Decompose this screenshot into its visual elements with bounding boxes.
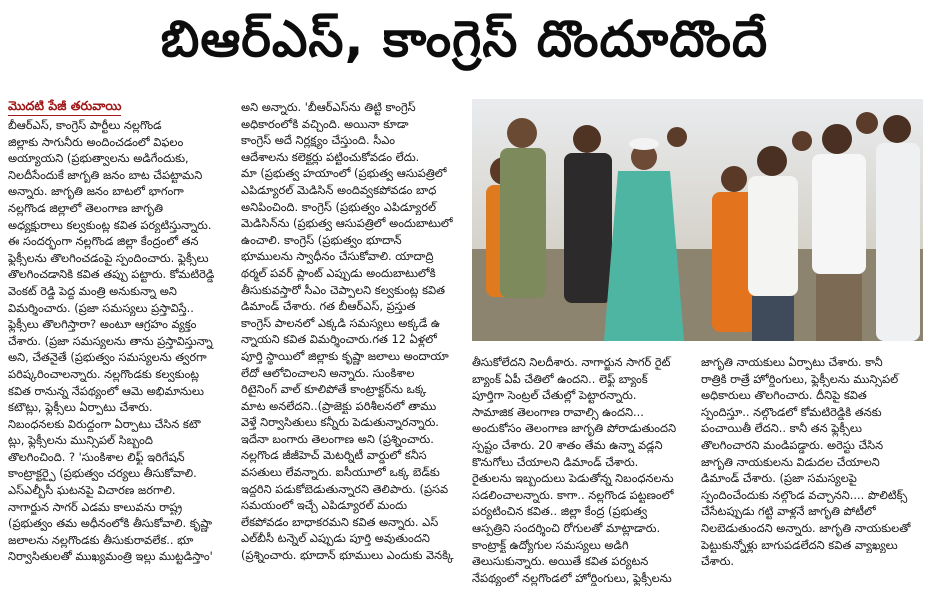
article-line: బ్యాంక్ ఏపీ చేతిలో ఉందని.. లెఫ్ట్ బ్యాంక్ [472, 371, 648, 386]
article-line: అయ్యాయని (ప్రభుత్వాలను అడిగేందుకు, [8, 151, 189, 166]
article-line: కొనుగోలు చేయాలని డిమాండ్ చేశారు. [472, 454, 639, 469]
article-line: పెట్టుకున్నోళ్లు బాగుపడలేదని కవిత వ్యాఖ్యలు [701, 537, 898, 552]
article-line: వసతులు లేవన్నారు. ఐసీయూలో ఒక్క బెడ్‌కు [241, 465, 440, 480]
article-line: (ప్రశ్నించారు. భూదాన్ భూములు ఎందుకు వెనక్కి [241, 548, 454, 563]
article-line: పూర్తి స్థాయిలో జిల్లాకు కృష్ణా జలాలు అందాయా [241, 348, 449, 363]
article-line: డిమాండ్ చేశారు. (ప్రజా సమస్యలపై [701, 471, 857, 486]
article-line: థర్మల్ పవర్ ప్లాంట్ ఎప్పుడు అందుబాటులోకి [241, 265, 436, 280]
article-line: స్పందించేందుకు నల్గొండ వచ్చానని.... పొలిటిక్స్ [701, 487, 908, 502]
headline: బిఆర్‌ఎస్, కాంగ్రెస్ దొందూదొందే [160, 10, 769, 68]
article-line: విమర్శించారు. (ప్రజా సమస్యలు ప్రస్తావిస్తే.. [8, 300, 194, 315]
article-line: ఈ సందర్భంగా నల్లగొండ జిల్లా కేంద్రంలో తన [8, 234, 199, 249]
article-line: మెడిసిన్‌ను (ప్రభుత్వ ఆసుపత్రిలో అందుబాటులో [241, 216, 453, 231]
article-line: ఇదేనా బంగారు తెలంగాణ అని (ప్రశ్నించారు. [241, 431, 434, 446]
article-line: స్పష్టం చేశారు. 20 శాతం తేమ ఉన్నా వడ్లని [472, 437, 663, 452]
article-line: ఇద్దరిని పడుకోబెడుతున్నారని తెలిపారు. (ప్రసవ [241, 481, 449, 496]
article-line: లేకపోవడం బాధాకరమని కవిత అన్నారు. ఎస్ [241, 514, 439, 529]
article-line: ఎపిడ్యూరల్ మెడిసిన్ అందివ్వకపోవడం బాధ [241, 182, 437, 197]
article-line: న్నాయని కవిత విమర్శించారు.గత 12 ఏళ్లలో [241, 332, 437, 347]
article-line: పంచాయితీ లేదని.. కానీ తన ఫ్లెక్సీలు [701, 421, 862, 436]
article-line: మాట అనలేదని..(ప్రాజెక్టు పరిశీలనలో తాము [241, 398, 437, 413]
article-line: (ప్రభుత్వం తమ అధీనంలోకి తీసుకోవాలి. కృష్ణా [8, 516, 212, 531]
article-line: నల్లగొండ జీజీహెచ్ మెటర్నిటీ వార్డులో కనీస [241, 448, 427, 463]
article-line: లేదో ఆలోచించాలని అన్నారు. సుంకిశాల [241, 365, 415, 380]
article-line: సామాజిక తెలంగాణ రావాల్సి ఉందని... [472, 404, 644, 419]
article-line: జలాలను నల్లగొండకు తీసుకురావలేక.. భూ [8, 532, 194, 547]
article-line: రాత్రికి రాత్రే హోర్డింగులు, ఫ్లెక్సీలను మున్సిపల్ [701, 371, 899, 386]
article-line: అధికారంలోకి వచ్చింది. అయినా కూడా [241, 116, 409, 131]
article-line: మా (ప్రభుత్వ హయాంలో (ప్రభుత్వ ఆసుపత్రిలో [241, 166, 447, 181]
article-line: తీసుకోలేదని నిలదీశారు. నాగార్జున సాగర్ రైట్ [472, 355, 671, 369]
article-line: ఎల్‌బీసీ టన్నెల్ ఎప్పుడు పూర్తి అవుతుందని [241, 531, 430, 546]
article-line: ఆదేశాలను కలెక్టర్లు పట్టించుకోవడం లేదు. [241, 149, 420, 164]
article-line: అని, చేతనైతే (ప్రభుత్వం సమస్యలను త్వరగా [8, 350, 207, 365]
news-photo [472, 99, 923, 341]
article-line: ఉంచాలి. కాంగ్రెస్ (ప్రభుత్వం భూదాన్ [241, 232, 402, 247]
article-column-3 [472, 354, 691, 595]
article-line: పూర్తిగా సెంట్రల్ చేతుల్లో పెట్టారన్నారు. [472, 388, 637, 403]
article-line: జాగృతి నాయకులను విడుదల చేయాలని [701, 454, 880, 469]
article-line: నిబంధనలకు విరుద్ధంగా ఏర్పాటు చేసిన కటౌ [8, 416, 201, 431]
article-line: సడలించాలన్నారు. కాగా.. నల్లగొండ పట్టణంలో [472, 487, 674, 502]
article-line: తొలగించింది. ? 'సుంకిశాల లిఫ్ట్ ఇరిగేషన్ [8, 449, 185, 464]
article-line: స్పందిస్తూ.. నల్గొండలో కోమటిరెడ్డికి తనకు [701, 404, 882, 419]
article-line: కాంగ్రెస్ పాలనలో ఎక్కడి సమస్యలు అక్కడే ఉ [241, 315, 441, 330]
article-line: ఆస్పత్రిని సందర్శించి రోగులతో మాట్లాడారు. [472, 520, 661, 535]
article-line: నాగార్జున సాగర్ ఎడమ కాలువను రాష్ట్ర [8, 499, 183, 514]
article-line: చేసేటప్పుడు గట్టి వాళ్లనే జాగృతి పోటీలో [701, 504, 876, 519]
article-line: కాంట్రాక్టర్పై (ప్రభుత్వం చర్యలు తీసుకోవాలి. [8, 466, 197, 481]
article-line: అధ్యక్షురాలు కల్వకుంట్ల కవిత పర్యటిస్తున్నారు. [8, 217, 212, 232]
article-column-2 [241, 99, 467, 595]
article-line: అని అన్నారు. 'బీఆర్ఎస్‌ను తిట్టి కాంగ్రెస్ [241, 100, 416, 114]
article-line: పర్యటించిన కవిత.. జిల్లా కేంద్ర (ప్రభుత్వ [472, 504, 648, 519]
article-line: నిలబెడుతుందని అన్నారు. జాగృతి నాయకులతో [701, 520, 911, 535]
article-line: తెలుసుకున్నారు. అయితే కవిత పర్యటన [472, 554, 649, 569]
article-line: అధికారులు తొలగించారు. దీనిపై కవిత [701, 388, 867, 403]
article-line: అందుకోసం తెలంగాణ జాగృతి పోరాడుతుందని [472, 421, 677, 436]
article-line: పరిష్కరించాలన్నారు. నల్లగొండకు కల్వకుంట్ల [8, 366, 200, 381]
news-photo-illustration [472, 99, 923, 341]
byline: మొదటి పేజీ తరువాయి [8, 98, 121, 116]
article-line: నిర్వాసితులతో ముఖ్యమంత్రి ఇల్లు ముట్టడిస్తాం' [8, 549, 213, 564]
article-line: చేశారు. (ప్రజా సమస్యలను తాను ప్రస్తావిస్తున్నా [8, 333, 213, 348]
article-line: కవిత రానున్న నేపథ్యంలో ఆమె అభిమానులు [8, 383, 204, 398]
article-line: నిలదీసేందుకే జాగృతి జనం బాట చేపట్టామని [8, 167, 203, 182]
article-line: చేశారు. [701, 554, 735, 569]
article-line: కాంగ్రెస్ అదే నిర్లక్ష్యం చేస్తుంది. సీఎం [241, 133, 396, 148]
article-line: తీసుకువస్తారో సీఎం చెప్పాలని కల్వకుంట్ల కవిత [241, 282, 446, 297]
article-line: నేపథ్యంలో నల్లగొండలో హోర్డింగులు, ఫ్లెక్సీలను [472, 570, 672, 585]
article-column-4 [701, 354, 923, 595]
article-line: జిల్లాకు సాగునీరు అందించడంలో విఫలం [8, 134, 184, 149]
article-line: తొలగించడానికి కవిత తప్పు పట్టారు. కోమటిరెడ్డి [8, 267, 215, 282]
article-line: బీఆర్ఎస్, కాంగ్రెస్ పార్టీలు నల్లగొండ [8, 118, 162, 132]
article-line: ఫ్లెక్సీలు తొలగిస్తారా? అంటూ ఆగ్రహం వ్యక్తం [8, 317, 197, 332]
article-line: డిమాండ్ చేశారు. గత బీఆర్ఎస్, ప్రస్తుత [241, 299, 416, 314]
article-line: రిటైనింగ్ వాల్ కూలిపోతే కాంట్రాక్టర్‌ను ఒక్క [241, 382, 427, 397]
article-line: అన్నారు. జాగృతి జనం బాటలో భాగంగా [8, 184, 184, 199]
article-line: సమయంలో ఇచ్చే ఎపిడ్యూరల్ మందు [241, 498, 408, 513]
article-line: జాగృతి నాయకులు ఏర్పాటు చేశారు. కానీ [701, 355, 883, 369]
article-line: అనిపించింది. కాంగ్రెస్ (ప్రభుత్వం ఎపిడ్యూరల్ [241, 199, 437, 214]
article-column-1 [8, 117, 234, 595]
article-line: కటౌట్లు, ఫ్లెక్సీలు ఏర్పాటు చేశారు. [8, 400, 153, 415]
article-line: వెళ్తే నిర్వాసితులు కన్నీరు పెడుతున్నారన్నారు. [241, 415, 439, 430]
article-line: కాంట్రాక్ట్ ఉద్యోగుల సమస్యలు అడిగి [472, 537, 629, 552]
article-line: తొలగించారని మండిపడ్డారు. అరెస్టు చేసిన [701, 437, 884, 452]
article-line: రైతులను ఇబ్బందులు పెడుతోన్న నిబంధనలను [472, 471, 674, 486]
article-line: భూములను స్వాధీనం చేసుకోవాలి. యాదాద్రి [241, 249, 434, 264]
article-line: నల్లగొండ జిల్లాలో తెలంగాణ జాగృతి [8, 200, 164, 215]
article-line: ఫ్లెక్సీలను తొలగించడంపై స్పందించారు. ఫ్లెక్సీలు [8, 250, 209, 265]
article-line: ట్లు, ఫ్లెక్సీలను మున్సిపల్ సిబ్బంది [8, 433, 153, 448]
article-line: ఎస్ఎల్బీసీ ఘటనపై విచారణ జరగాలి. [8, 483, 176, 498]
article-line: వెంకట్ రెడ్డి పెద్ద మంత్రి అనుకున్నా అని [8, 283, 177, 298]
